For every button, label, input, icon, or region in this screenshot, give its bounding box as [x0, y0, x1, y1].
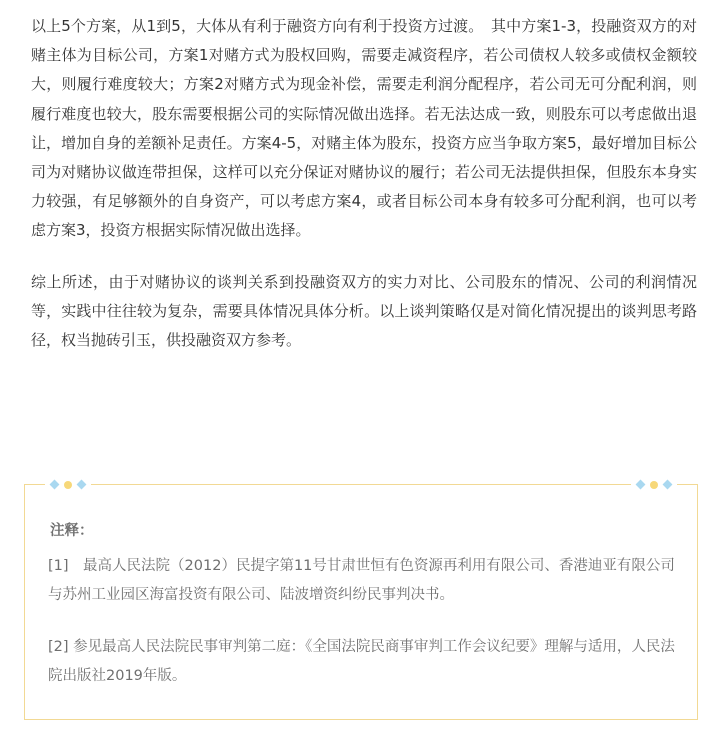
- article-body: [31, 12, 697, 355]
- note-item-2: [2] 参见最高人民法院民事审判第二庭：《全国法院民商事审判工作会议纪要》理解与适用，人民法院出版社2019年版。: [48, 639, 675, 684]
- decorative-ornament-right: [631, 480, 677, 490]
- diamond-icon: [663, 480, 673, 490]
- notes-title: 注释：: [50, 523, 94, 539]
- diamond-icon: [77, 480, 87, 490]
- paragraph-conclusion: 综上所述，由于对赌协议的谈判关系到投融资双方的实力对比、公司股东的情况、公司的利润情况等，实践中往往较为复杂，需要具体情况具体分析。以上谈判策略仅是对简化情况提出的谈判思考路径，权当抛砖引玉，供投融资双方参考。: [31, 272, 697, 350]
- diamond-icon: [636, 480, 646, 490]
- dot-icon: [650, 481, 658, 489]
- notes-content: [48, 517, 680, 691]
- diamond-icon: [50, 480, 60, 490]
- paragraph-schemes-analysis: 以上5个方案，从1到5，大体从有利于融资方向有利于投资方过渡。 其中方案1-3，投融资双方的对赌主体为目标公司，方案1对赌方式为股权回购，需要走减资程序，若公司债权人较多或债权金额较大，则履行难度较大；方案2对赌方式为现金补偿，需要走利润分配程序，若公司无可分配利润，则履行难度也较大，股东需要根据公司的实际情况做出选择。若无法达成一致，则股东可以考虑做出退让，增加自身的差额补足责任。方案4-5，对赌主体为股东，投资方应当争取方案5，最好增加目标公司为对赌协议做连带担保，这样可以充分保证对赌协议的履行；若公司无法提供担保，但股东本身实力较强，有足够额外的自身资产，可以考虑方案4，或者目标公司本身有较多可分配利润，也可以考虑方案3，投资方根据实际情况做出选择。: [31, 17, 697, 240]
- note-item-1: [1] 最高人民法院（2012）民提字第11号甘肃世恒有色资源再利用有限公司、香港迪亚有限公司与苏州工业园区海富投资有限公司、陆波增资纠纷民事判决书。: [48, 558, 675, 603]
- notes-box: [24, 484, 698, 720]
- dot-icon: [64, 481, 72, 489]
- decorative-ornament-left: [45, 480, 91, 490]
